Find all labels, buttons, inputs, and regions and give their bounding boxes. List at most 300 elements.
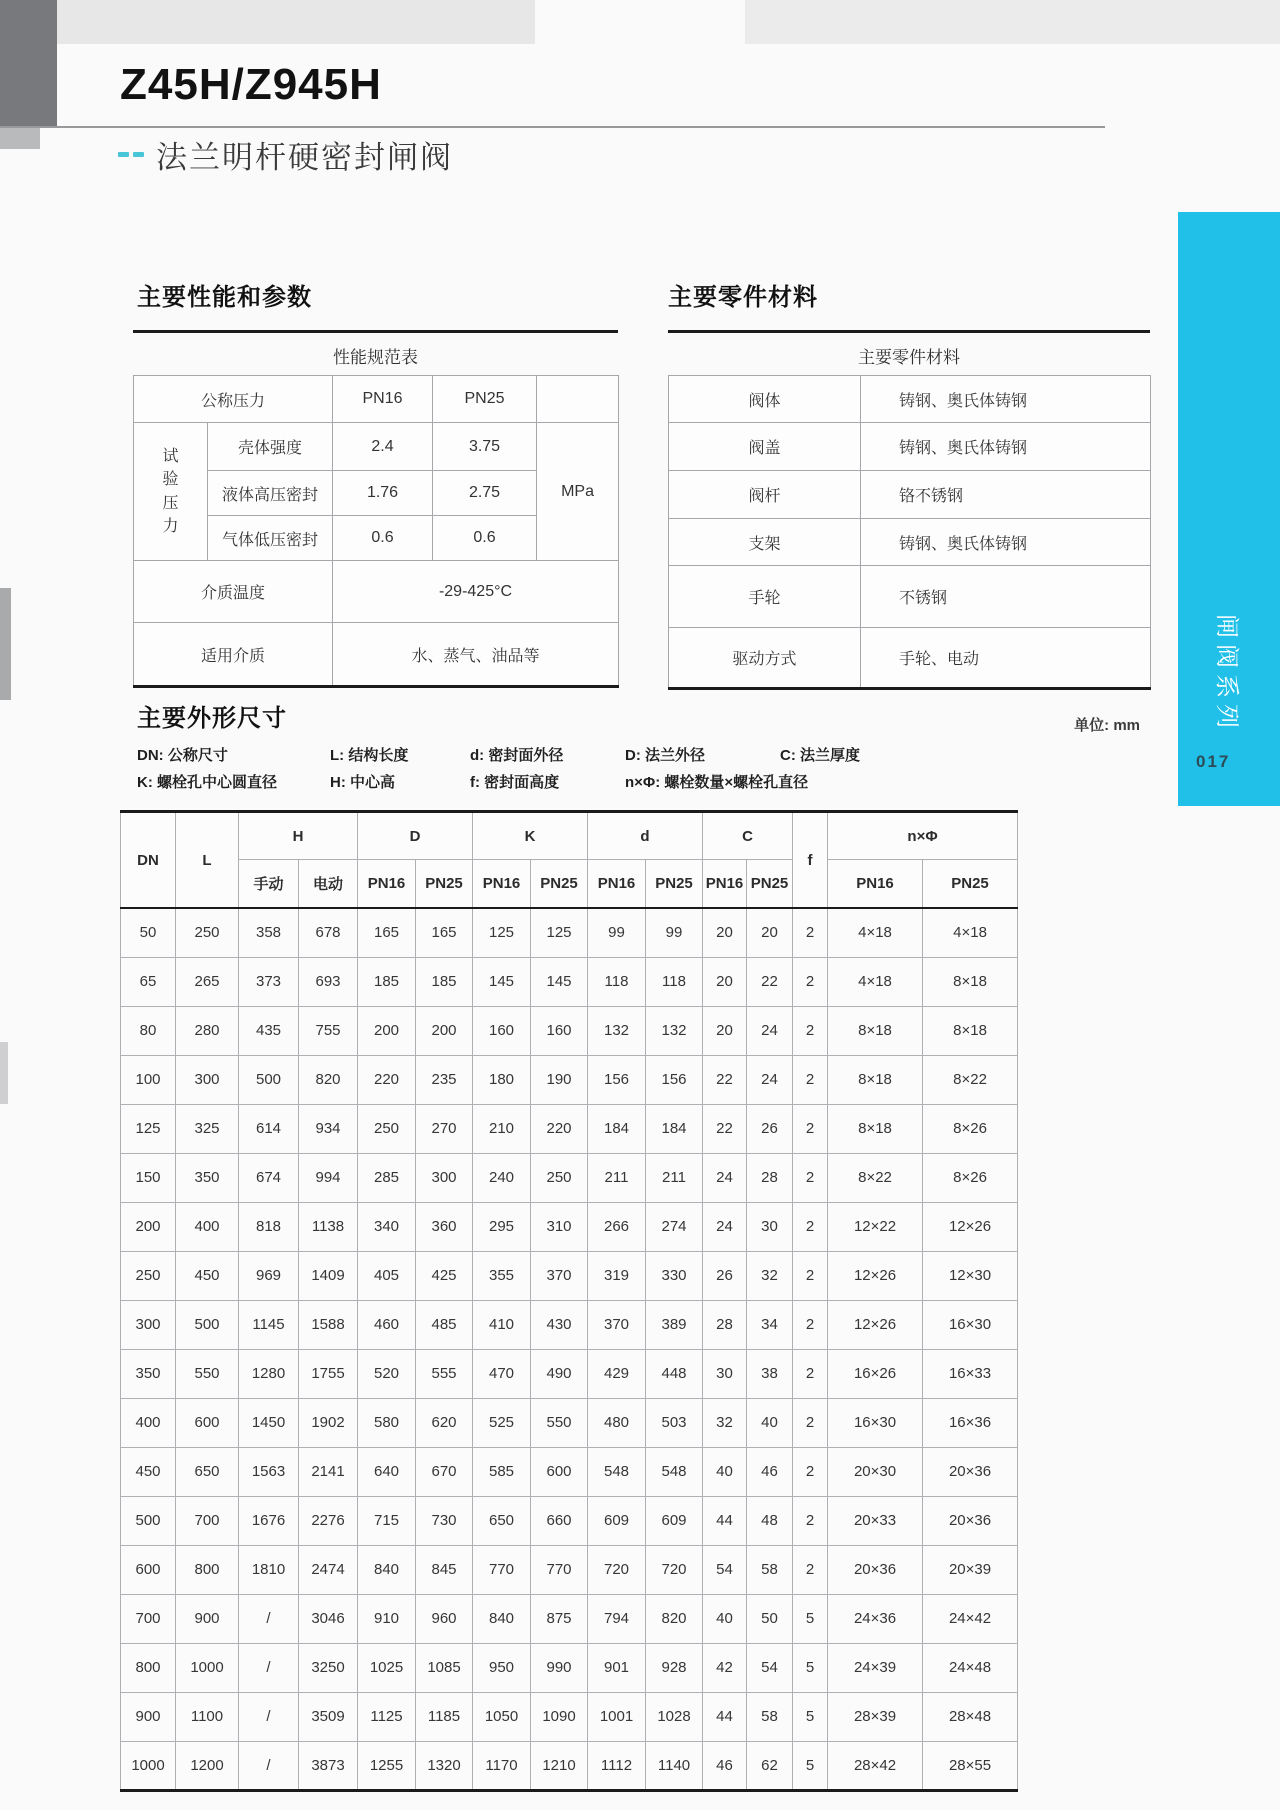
dim-cell: 16×26 [828,1349,923,1398]
dim-cell: 8×18 [923,1006,1018,1055]
dim-cell: 700 [121,1594,176,1643]
dim-cell: / [239,1594,299,1643]
dim-cell: 548 [646,1447,703,1496]
dim-cell: 5 [793,1594,828,1643]
dim-cell: 32 [703,1398,747,1447]
dim-cell: 969 [239,1251,299,1300]
dim-cell: 28 [703,1300,747,1349]
dim-cell: 450 [176,1251,239,1300]
part-name: 阀体 [669,376,861,423]
dim-cell: 300 [121,1300,176,1349]
dim-cell: 500 [176,1300,239,1349]
unit-label: 单位: mm [1074,717,1140,734]
dim-cell: / [239,1741,299,1790]
dim-cell: 1138 [299,1202,358,1251]
dim-cell: 425 [416,1251,473,1300]
dim-cell: 250 [358,1104,416,1153]
dim-cell: 720 [646,1545,703,1594]
dim-cell: 2474 [299,1545,358,1594]
dim-cell: 8×18 [828,1006,923,1055]
dim-cell: 370 [531,1251,588,1300]
unit-cell: MPa [537,423,619,561]
dim-cell: 300 [416,1153,473,1202]
dim-row [121,1055,1018,1104]
dim-cell: 994 [299,1153,358,1202]
dim-cell: 270 [416,1104,473,1153]
dim-cell: 28×42 [828,1741,923,1790]
cell: 0.6 [433,516,537,561]
dim-cell: 42 [703,1643,747,1692]
dim-cell: 48 [747,1496,793,1545]
dim-cell: 640 [358,1447,416,1496]
dim-cell: 520 [358,1349,416,1398]
cell: 1.76 [333,471,433,516]
dim-cell: 3250 [299,1643,358,1692]
performance-table-title: 性能规范表 [333,347,418,367]
dim-cell: 22 [703,1055,747,1104]
sub-header: PN25 [747,860,793,909]
dim-cell: 20×36 [923,1496,1018,1545]
series-side-tab-label: 闸阀系列 [1213,614,1240,734]
dim-cell: 400 [176,1202,239,1251]
dim-cell: 1112 [588,1741,646,1790]
scan-corner-step [0,127,40,149]
materials-heading: 主要零件材料 [668,284,818,311]
dim-cell: 820 [646,1594,703,1643]
cell: 3.75 [433,423,537,471]
dim-cell: 118 [588,957,646,1006]
dim-cell: 145 [531,957,588,1006]
dim-cell: 184 [646,1104,703,1153]
dim-cell: 500 [121,1496,176,1545]
dim-cell: 2 [793,1251,828,1300]
dim-cell: 358 [239,908,299,957]
dim-cell: 1125 [358,1692,416,1741]
title-divider [0,126,1105,128]
dim-cell: 295 [473,1202,531,1251]
dim-cell: 550 [176,1349,239,1398]
dim-cell: 285 [358,1153,416,1202]
dim-cell: 20 [703,908,747,957]
dim-cell: 429 [588,1349,646,1398]
dim-cell: 960 [416,1594,473,1643]
dim-cell: 4×18 [828,908,923,957]
dim-cell: 910 [358,1594,416,1643]
part-material: 铸钢、奥氏体铸钢 [861,519,1151,566]
dim-cell: 1755 [299,1349,358,1398]
dim-cell: 50 [121,908,176,957]
dim-cell: 54 [747,1643,793,1692]
dim-cell: 180 [473,1055,531,1104]
dim-cell: 220 [531,1104,588,1153]
dim-cell: 5 [793,1692,828,1741]
dim-cell: 400 [121,1398,176,1447]
materials-table [668,375,1151,690]
dim-cell: 410 [473,1300,531,1349]
dim-cell: 1028 [646,1692,703,1741]
dim-cell: 145 [473,957,531,1006]
dim-cell: 24 [747,1055,793,1104]
dim-cell: 99 [646,908,703,957]
dim-cell: 901 [588,1643,646,1692]
dim-cell: 50 [747,1594,793,1643]
dim-cell: 24 [747,1006,793,1055]
dim-cell: 185 [358,957,416,1006]
dim-cell: 58 [747,1545,793,1594]
materials-table-top-rule [668,330,1150,333]
part-name: 支架 [669,519,861,566]
dim-cell: 300 [176,1055,239,1104]
dim-cell: 1085 [416,1643,473,1692]
dim-cell: 8×22 [828,1153,923,1202]
dim-cell: 211 [646,1153,703,1202]
legend-item: n×Φ: 螺栓数量×螺栓孔直径 [625,774,809,791]
dim-cell: 1450 [239,1398,299,1447]
part-material: 手轮、电动 [861,628,1151,689]
dim-cell: 150 [121,1153,176,1202]
legend-item: f: 密封面高度 [470,774,560,791]
dim-cell: 1676 [239,1496,299,1545]
dim-cell: 46 [747,1447,793,1496]
dim-cell: 80 [121,1006,176,1055]
materials-row [669,519,1151,566]
dim-cell: 200 [416,1006,473,1055]
page-subtitle: 法兰明杆硬密封闸阀 [156,139,453,175]
dim-cell: 330 [646,1251,703,1300]
dim-cell: 319 [588,1251,646,1300]
dim-cell: 674 [239,1153,299,1202]
materials-row [669,566,1151,628]
dim-cell: 405 [358,1251,416,1300]
dim-cell: 900 [121,1692,176,1741]
dim-cell: 24×42 [923,1594,1018,1643]
dim-cell: 28×39 [828,1692,923,1741]
dim-cell: 990 [531,1643,588,1692]
materials-row [669,423,1151,471]
row-label: 液体高压密封 [208,471,333,516]
dim-cell: 800 [121,1643,176,1692]
part-material: 铸钢、奥氏体铸钢 [861,423,1151,471]
dim-cell: 250 [176,908,239,957]
dim-cell: 12×26 [828,1300,923,1349]
sub-header: PN25 [416,860,473,909]
sub-header: PN25 [646,860,703,909]
dim-cell: 350 [121,1349,176,1398]
dim-cell: 132 [646,1006,703,1055]
dim-cell: 700 [176,1496,239,1545]
part-name: 手轮 [669,566,861,628]
dim-cell: 355 [473,1251,531,1300]
dim-cell: 800 [176,1545,239,1594]
cell: PN25 [433,376,537,423]
dim-cell: 26 [747,1104,793,1153]
part-material: 不锈钢 [861,566,1151,628]
dim-cell: 3046 [299,1594,358,1643]
dim-row [121,1496,1018,1545]
sub-header: 手动 [239,860,299,909]
dim-cell: 1100 [176,1692,239,1741]
dim-cell: 1025 [358,1643,416,1692]
page-number: 017 [1196,752,1231,771]
legend-item: d: 密封面外径 [470,747,564,764]
sub-header: PN16 [358,860,416,909]
performance-table [133,375,619,688]
dim-cell: 609 [588,1496,646,1545]
dim-cell: 2276 [299,1496,358,1545]
dim-cell: 8×18 [828,1104,923,1153]
dim-row [121,1741,1018,1790]
dim-cell: 34 [747,1300,793,1349]
dim-cell: 340 [358,1202,416,1251]
dim-cell: 2 [793,908,828,957]
dim-cell: 818 [239,1202,299,1251]
dim-cell: 2 [793,1153,828,1202]
dim-cell: 770 [473,1545,531,1594]
cell: 0.6 [333,516,433,561]
dim-cell: 600 [176,1398,239,1447]
dim-cell: 185 [416,957,473,1006]
row-label: 介质温度 [134,561,333,623]
dim-cell: 44 [703,1692,747,1741]
scan-edge-strip [0,1042,8,1104]
performance-heading: 主要性能和参数 [137,284,312,311]
dim-cell: 360 [416,1202,473,1251]
dim-cell: 490 [531,1349,588,1398]
part-name: 驱动方式 [669,628,861,689]
dim-cell: 266 [588,1202,646,1251]
sub-header: PN25 [923,860,1018,909]
dim-cell: 165 [358,908,416,957]
col-header-dn: DN [121,812,176,909]
vertical-label: 试验压力 [162,448,179,535]
dim-row [121,1398,1018,1447]
dim-cell: 585 [473,1447,531,1496]
materials-row [669,628,1151,689]
dim-row [121,957,1018,1006]
dim-row [121,1251,1018,1300]
legend-item: H: 中心高 [330,774,395,791]
col-group-c: C [703,812,793,860]
sub-header: PN16 [473,860,531,909]
dim-cell: 24×48 [923,1643,1018,1692]
dim-cell: 555 [416,1349,473,1398]
dim-cell: 99 [588,908,646,957]
dimensions-table [120,810,1018,1792]
dim-cell: 40 [703,1594,747,1643]
dim-cell: 840 [358,1545,416,1594]
dim-cell: 715 [358,1496,416,1545]
dim-row [121,1545,1018,1594]
dim-cell: 1810 [239,1545,299,1594]
dim-cell: 20×36 [923,1447,1018,1496]
dim-cell: 310 [531,1202,588,1251]
dim-cell: 1001 [588,1692,646,1741]
dim-cell: 2 [793,1104,828,1153]
sub-header: 电动 [299,860,358,909]
dim-cell: 22 [747,957,793,1006]
dim-cell: 609 [646,1496,703,1545]
dim-cell: 2 [793,1496,828,1545]
legend-line-1 [137,746,1067,766]
dim-cell: 389 [646,1300,703,1349]
dim-cell: 28×48 [923,1692,1018,1741]
dim-row [121,1349,1018,1398]
dim-cell: 16×30 [923,1300,1018,1349]
dim-cell: 1000 [176,1643,239,1692]
dim-cell: 165 [416,908,473,957]
dim-cell: 614 [239,1104,299,1153]
dim-cell: 2141 [299,1447,358,1496]
dim-cell: 460 [358,1300,416,1349]
part-material: 铬不锈钢 [861,471,1151,519]
dim-cell: 8×26 [923,1104,1018,1153]
dim-cell: 20×36 [828,1545,923,1594]
dim-cell: 40 [747,1398,793,1447]
dim-cell: 1409 [299,1251,358,1300]
dim-cell: 928 [646,1643,703,1692]
dim-cell: 1563 [239,1447,299,1496]
dim-cell: 650 [176,1447,239,1496]
dim-cell: 660 [531,1496,588,1545]
dim-cell: 2 [793,1300,828,1349]
dim-cell: 20 [703,1006,747,1055]
dim-cell: 730 [416,1496,473,1545]
dim-cell: 12×30 [923,1251,1018,1300]
dim-cell: 2 [793,1055,828,1104]
dim-cell: 5 [793,1643,828,1692]
dash-icon [118,152,129,157]
dim-cell: 160 [531,1006,588,1055]
dim-cell: 240 [473,1153,531,1202]
dim-row [121,1202,1018,1251]
dim-cell: 12×26 [828,1251,923,1300]
dim-cell: 1255 [358,1741,416,1790]
dim-cell: 600 [531,1447,588,1496]
dim-cell: 156 [646,1055,703,1104]
sub-header: PN25 [531,860,588,909]
cell [537,376,619,423]
dim-cell: 2 [793,1447,828,1496]
dim-cell: 840 [473,1594,531,1643]
col-group-d-seal: d [588,812,703,860]
performance-table-top-rule [133,330,618,333]
dim-cell: 2 [793,1398,828,1447]
dim-cell: 600 [121,1545,176,1594]
dim-cell: 58 [747,1692,793,1741]
cell: -29-425°C [333,561,619,623]
dim-cell: 1185 [416,1692,473,1741]
dim-cell: 12×26 [923,1202,1018,1251]
dim-row [121,1006,1018,1055]
dim-cell: 370 [588,1300,646,1349]
dim-cell: 350 [176,1153,239,1202]
dim-cell: 24×39 [828,1643,923,1692]
dim-cell: 1588 [299,1300,358,1349]
dim-cell: / [239,1643,299,1692]
dim-row [121,1153,1018,1202]
dim-cell: / [239,1692,299,1741]
dim-cell: 20 [703,957,747,1006]
dim-cell: 235 [416,1055,473,1104]
dim-cell: 1200 [176,1741,239,1790]
row-label [134,423,208,561]
dim-cell: 470 [473,1349,531,1398]
dim-cell: 875 [531,1594,588,1643]
scan-top-band-left [57,0,535,44]
part-name: 阀杆 [669,471,861,519]
dim-cell: 1170 [473,1741,531,1790]
dim-cell: 26 [703,1251,747,1300]
dim-cell: 38 [747,1349,793,1398]
dim-cell: 20 [747,908,793,957]
dim-cell: 845 [416,1545,473,1594]
dim-cell: 755 [299,1006,358,1055]
dim-cell: 20×30 [828,1447,923,1496]
dim-cell: 274 [646,1202,703,1251]
dim-cell: 22 [703,1104,747,1153]
col-group-d-outer: D [358,812,473,860]
col-group-k: K [473,812,588,860]
dim-cell: 16×36 [923,1398,1018,1447]
materials-table-title: 主要零件材料 [858,347,960,367]
dim-row [121,908,1018,957]
materials-row [669,471,1151,519]
sub-header: PN16 [828,860,923,909]
materials-table-body [669,376,1151,689]
dim-cell: 2 [793,1349,828,1398]
dims-table-body [121,908,1018,1790]
sub-header: PN16 [703,860,747,909]
dim-cell: 435 [239,1006,299,1055]
dim-cell: 65 [121,957,176,1006]
dim-cell: 550 [531,1398,588,1447]
dim-cell: 1050 [473,1692,531,1741]
dim-cell: 580 [358,1398,416,1447]
dim-cell: 693 [299,957,358,1006]
dim-cell: 20×33 [828,1496,923,1545]
dim-cell: 125 [121,1104,176,1153]
dim-cell: 210 [473,1104,531,1153]
dim-cell: 250 [121,1251,176,1300]
dim-cell: 950 [473,1643,531,1692]
page-subtitle-row [118,134,453,174]
dim-cell: 211 [588,1153,646,1202]
legend-item: D: 法兰外径 [625,747,705,764]
legend-line-2 [137,773,1067,793]
dim-cell: 28×55 [923,1741,1018,1790]
dim-cell: 650 [473,1496,531,1545]
cell: 2.4 [333,423,433,471]
row-label: 公称压力 [134,376,333,423]
dim-cell: 44 [703,1496,747,1545]
dim-cell: 4×18 [828,957,923,1006]
dim-cell: 118 [646,957,703,1006]
legend-item: L: 结构长度 [330,747,409,764]
dim-cell: 480 [588,1398,646,1447]
dim-cell: 373 [239,957,299,1006]
legend-item: DN: 公称尺寸 [137,747,228,764]
dim-cell: 200 [121,1202,176,1251]
dim-cell: 1210 [531,1741,588,1790]
dim-cell: 125 [531,908,588,957]
dim-cell: 2 [793,1545,828,1594]
dash-icon [133,152,144,157]
legend-item: C: 法兰厚度 [780,747,860,764]
dim-cell: 620 [416,1398,473,1447]
dim-cell: 54 [703,1545,747,1594]
dim-cell: 250 [531,1153,588,1202]
dim-cell: 720 [588,1545,646,1594]
